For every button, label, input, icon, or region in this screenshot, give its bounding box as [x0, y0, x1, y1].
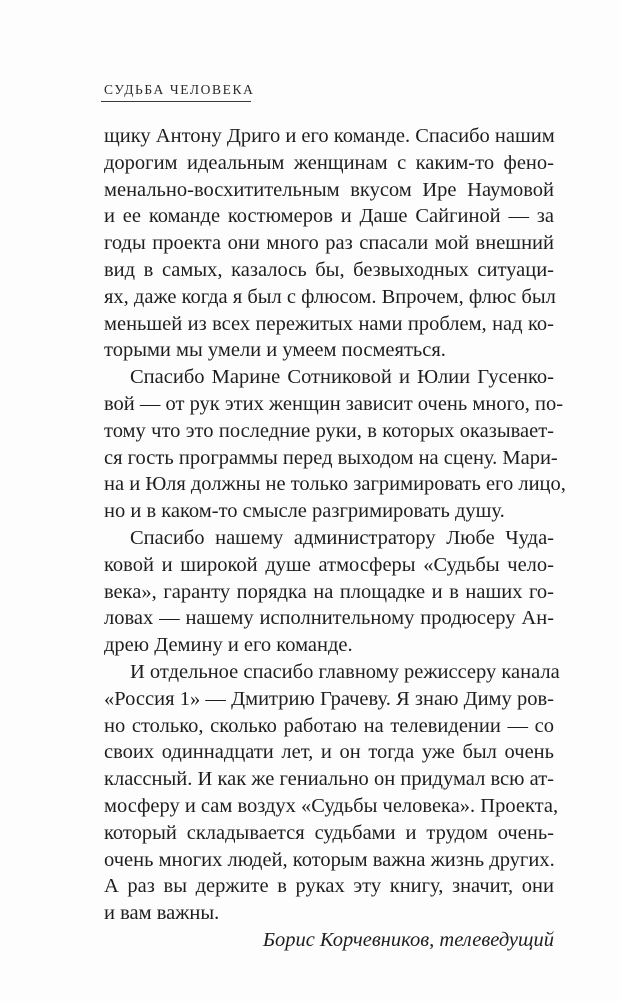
text-line: мосферу и сам воздух «Судьбы человека». Проекта, [104, 794, 559, 817]
text-line: дорогим идеальным женщинам с каким-то фено- [104, 151, 554, 174]
text-line: дрею Демину и его команде. [104, 634, 353, 657]
text-line: и вам важны. [104, 902, 220, 925]
text-line: очень многих людей, которым важна жизнь других. [104, 848, 555, 871]
text-line: и ее команде костюмеров и Даше Сайгиной — за [104, 205, 554, 228]
text-line: своих одиннадцати лет, и он тогда уже был очень [104, 741, 554, 764]
text-line: менально-восхитительным вкусом Ире Наумовой [104, 178, 554, 201]
text-line: ях, даже когда я был с флюсом. Впрочем, флюс был [104, 285, 556, 308]
text-line: И отдельное спасибо главному режиссеру канала [130, 660, 560, 683]
running-title: СУДЬБА ЧЕЛОВЕКА [104, 82, 255, 97]
text-line: тому что это последние руки, в которых оказывает- [104, 419, 554, 442]
text-line: но столько, сколько работаю на телевидении — со [104, 714, 554, 737]
text-line: но и в каком-то смысле разгримировать душу. [104, 500, 505, 523]
text-line: «Россия 1» — Дмитрию Грачеву. Я знаю Диму ров- [104, 687, 554, 710]
text-line: Спасибо нашему администратору Любе Чуда- [130, 526, 554, 549]
text-line: годы проекта они много раз спасали мой внешний [104, 232, 554, 255]
signature: Борис Корчевников, телеведущий [262, 928, 554, 951]
text-line: меньшей из всех пережитых нами проблем, над ко- [104, 312, 554, 335]
text-line: который складывается судьбами и трудом очень- [104, 821, 554, 844]
text-line: ловах — нашему исполнительному продюсеру Ан- [104, 607, 554, 630]
text-line: ся гость программы перед выходом на сцену. Мари- [104, 446, 558, 469]
body-text [104, 123, 566, 954]
text-line: Спасибо Марине Сотниковой и Юлии Гусенко- [130, 366, 554, 389]
text-line: классный. И как же гениально он придумал всю ат- [104, 768, 554, 791]
text-line: вид в самых, казалось бы, безвыходных ситуаци- [104, 258, 554, 281]
text-line: века», гаранту порядка на площадке и в наших го- [104, 580, 554, 603]
text-line: на и Юля должны не только загримировать его лицо, [104, 473, 566, 496]
text-line: щику Антону Дриго и его команде. Спасибо нашим [104, 125, 555, 147]
text-line: торыми мы умели и умеем посмеяться. [104, 339, 446, 362]
text-line: А раз вы держите в руках эту книгу, значит, они [104, 875, 554, 898]
text-line: вой — от рук этих женщин зависит очень много, по- [104, 392, 564, 415]
header-rule [101, 101, 251, 102]
text-line: ковой и широкой душе атмосферы «Судьбы чело- [104, 553, 554, 576]
